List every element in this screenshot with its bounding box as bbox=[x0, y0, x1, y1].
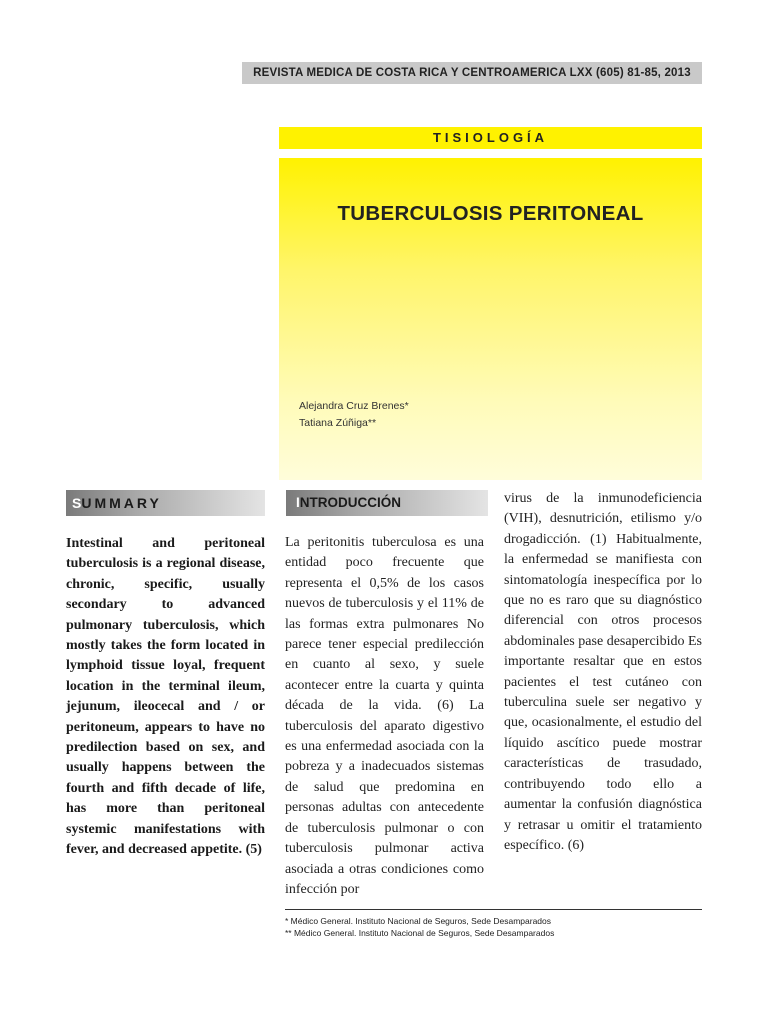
author-1: Alejandra Cruz Brenes* bbox=[299, 400, 409, 412]
author-2: Tatiana Zúñiga** bbox=[299, 417, 377, 429]
footnote-1: * Médico General. Instituto Nacional de Seguros, Sede Desamparados bbox=[285, 916, 552, 926]
intro-heading bbox=[286, 490, 488, 516]
summary-text: Intestinal and peritoneal tuberculosis is a regional disease, chronic, specific, usually secondary to advanced pulmonary tuberculosis, which mostly takes the form located in lymphoid tissue loyal, frequent location in the terminal ileum, jejunum, ileocecal and / or peritoneum, appears to have no predilection based on sex, and usually happens between the fourth and fifth decade of life, has more than peritoneal systemic manifestations with fever, and decreased appetite. (5) bbox=[66, 536, 265, 858]
intro-text-continued: virus de la inmunodeficiencia (VIH), desnutrición, etilismo y/o drogadicción. (1) Habitualmente, la enfermedad se manifiesta con sintomatología inespecífica por lo que no es raro que su diagnóstico diferencial con otros procesos abdominales pase desapercibido Es importante resaltar que en estos pacientes el test cutáneo con tuberculina suele ser negativo y que, ocasionalmente, el estudio del líquido ascítico puede mostrar características de trasudado, contribuyendo todo ello a aumentar la confusión diagnóstica y retrasar u omitir el tratamiento específico. (6) bbox=[504, 491, 702, 853]
summary-heading-initial: S bbox=[72, 495, 82, 511]
journal-header: REVISTA MEDICA DE COSTA RICA Y CENTROAMERICA LXX (605) 81-85, 2013 bbox=[242, 62, 702, 84]
summary-heading bbox=[66, 490, 265, 516]
intro-text: La peritonitis tuberculosa es una entidad poco frecuente que representa el 0,5% de los casos nuevos de tuberculosis y el 11% de las formas extra pulmonares No parece tener especial predilección en cuanto al sexo, y suele acontecer entre la cuarta y quinta década de la vida. (6) La tuberculosis del aparato digestivo es una enfermedad asociada con la pobreza y a inadecuados sistemas de salud que predomina en personas adultas con antecedente de tuberculosis pulmonar o con tuberculosis pulmonar activa asociada a otras condiciones como infección por bbox=[285, 535, 484, 897]
summary-heading-rest: UMMARY bbox=[81, 495, 162, 511]
intro-heading-rest: NTRODUCCIÓN bbox=[299, 495, 402, 510]
intro-heading-initial: I bbox=[296, 495, 300, 510]
footnote-rule bbox=[285, 909, 702, 910]
author-list bbox=[299, 398, 409, 432]
section-label: TISIOLOGÍA bbox=[279, 127, 702, 149]
article-title: TUBERCULOSIS PERITONEAL bbox=[337, 202, 644, 225]
footnote-2: ** Médico General. Instituto Nacional de Seguros, Sede Desamparados bbox=[285, 928, 555, 938]
footnotes bbox=[285, 915, 554, 939]
